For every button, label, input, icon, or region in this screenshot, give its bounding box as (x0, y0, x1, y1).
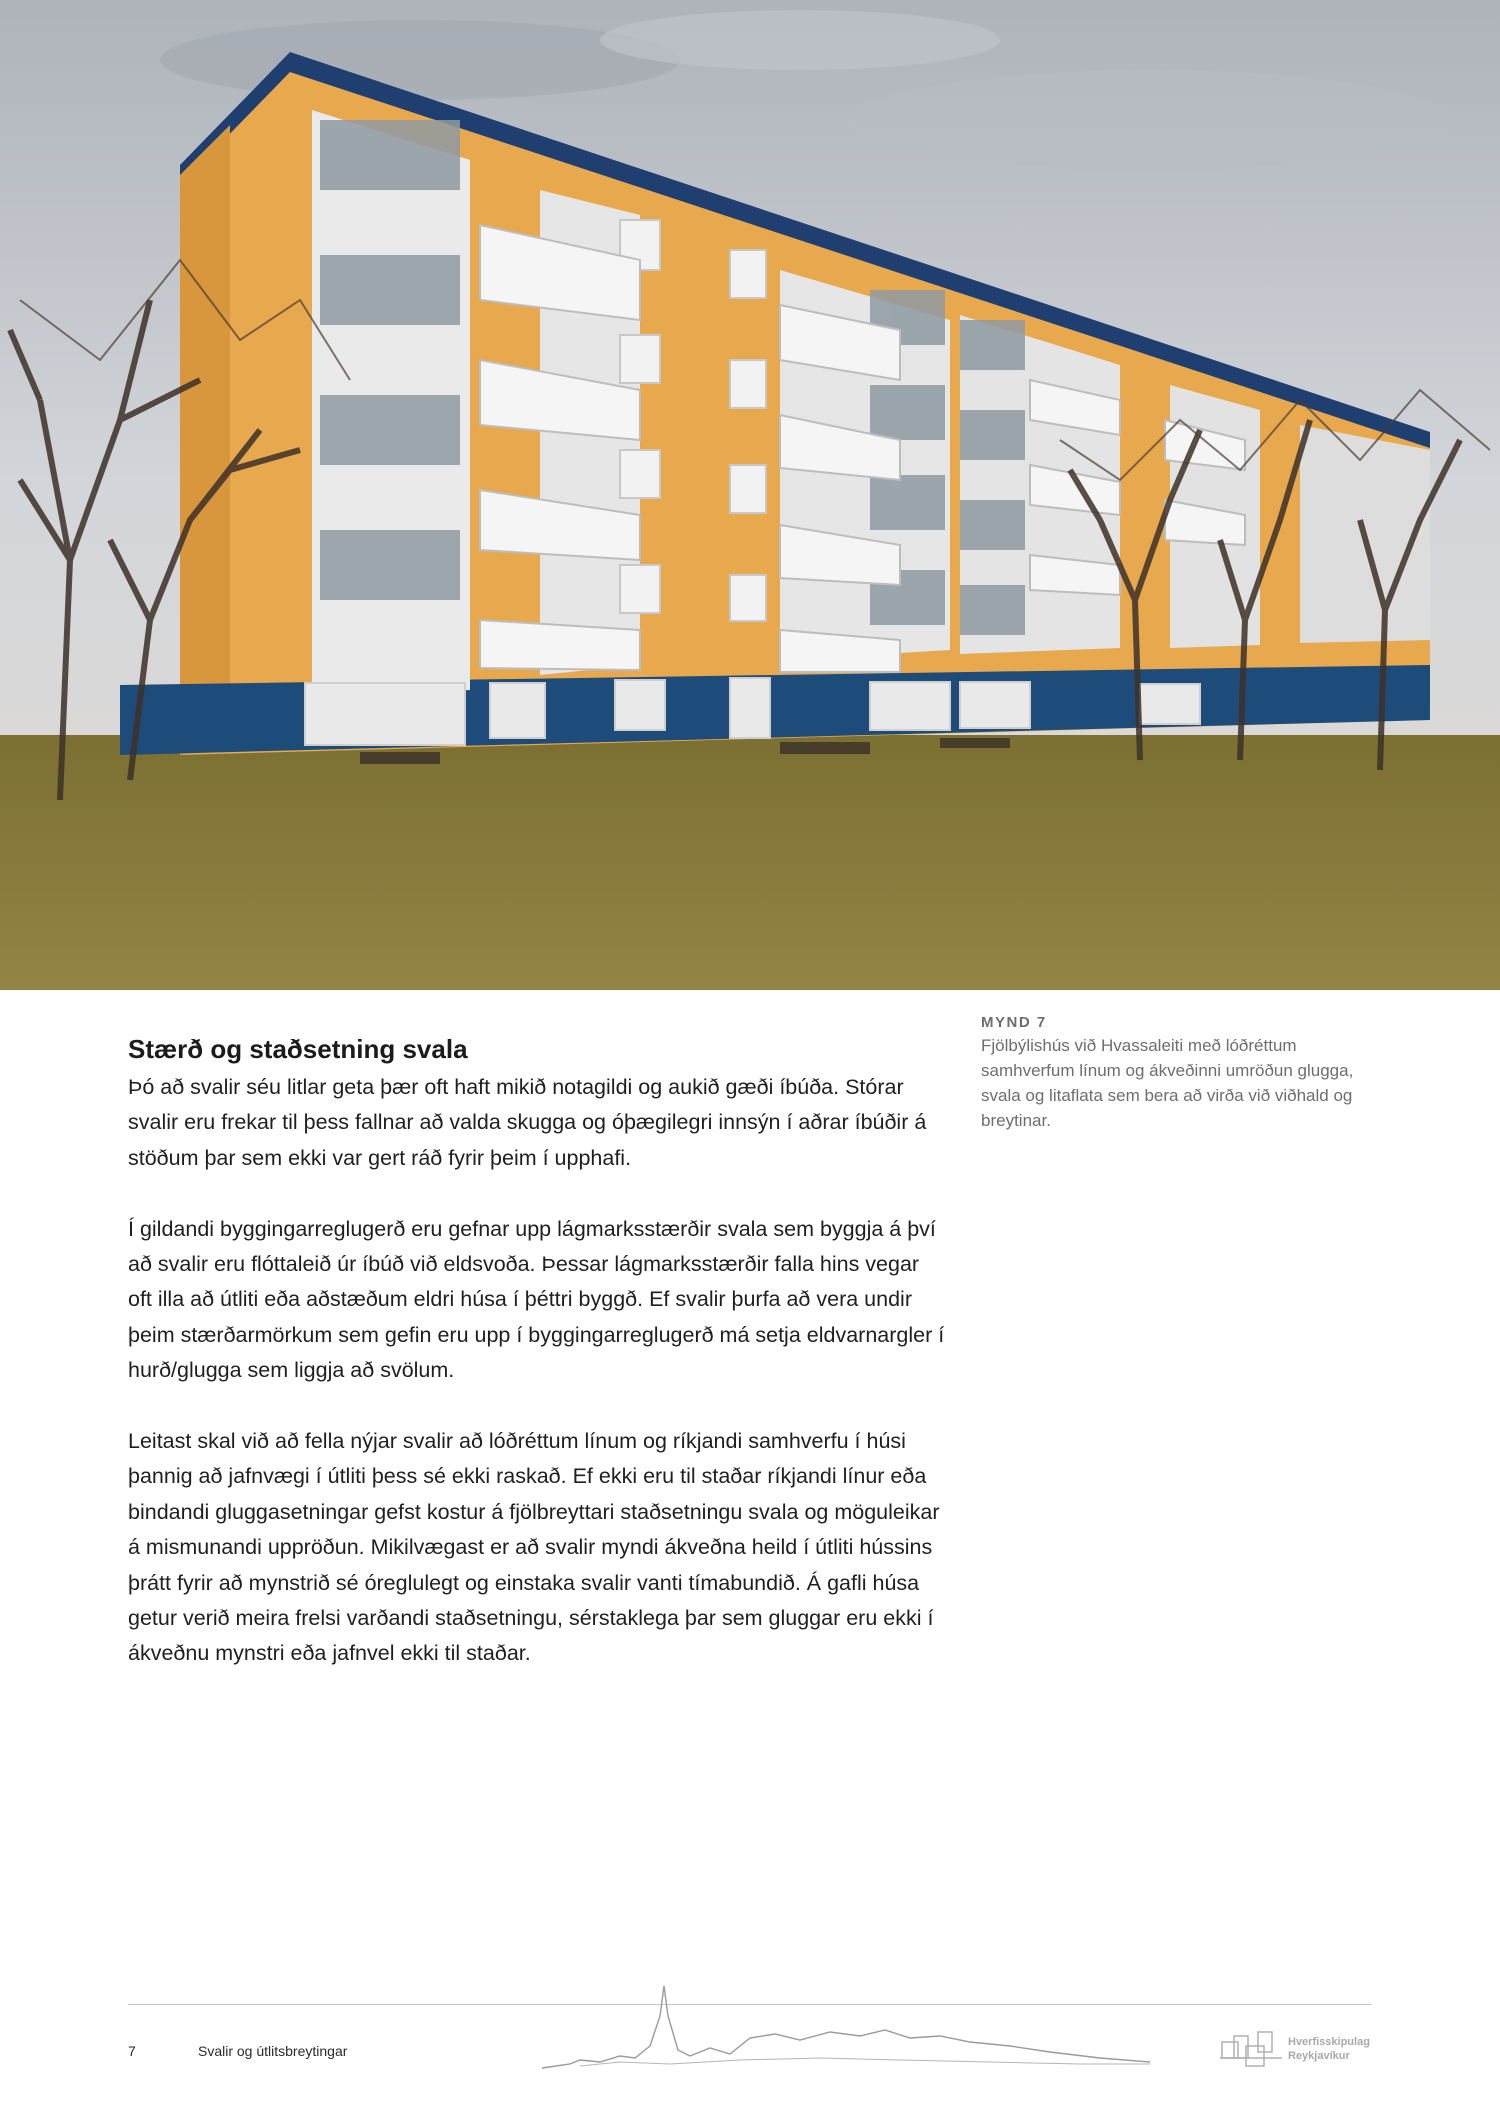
figure-caption (981, 1014, 1381, 1133)
building-photo (0, 0, 1500, 990)
logo-text-line1: Hverfisskipulag (1288, 2036, 1370, 2048)
paragraph-2: Í gildandi byggingarreglugerð eru gefnar upp lágmarksstærðir svala sem byggja á því að svalir eru flóttaleið úr íbúð við eldsvoða. Þessar lágmarksstærðir falla hins vegar oft illa að útliti eða aðstæðum eldri húsa í þéttri byggð. Ef svalir þurfa að vera undir þeim stærðarmörkum sem gefin eru upp í byggingarreglugerð má setja eldvarnargler í hurð/glugga sem liggja að svölum. (128, 1216, 945, 1383)
footer-title: Svalir og útlitsbreytingar (198, 2043, 348, 2059)
paragraph-1: Þó að svalir séu litlar geta þær oft haft mikið notagildi og aukið gæði íbúða. Stórar svalir eru frekar til þess fallnar að valda skugga og óþægilegri innsýn í aðrar íbúðir á stöðum þar sem ekki var gert ráð fyrir þeim í upphafi. (128, 1075, 927, 1170)
caption-text: Fjölbýlishús við Hvassaleiti með lóðréttum samhverfum línum og ákveðinni umröðun glugga, svala og litaflata sem bera að virða við viðhald og breytinar. (981, 1036, 1354, 1130)
section-heading: Stærð og staðsetning svala (128, 1034, 468, 1064)
page-number: 7 (128, 2043, 136, 2059)
hverfisskipulag-logo (1218, 2028, 1378, 2072)
body-text (128, 1070, 948, 1707)
logo-text-line2: Reykjavíkur (1288, 2050, 1350, 2062)
caption-label: MYND 7 (981, 1014, 1047, 1031)
logo-mark-icon (1218, 2028, 1284, 2072)
paragraph-3: Leitast skal við að fella nýjar svalir að lóðréttum línum og ríkjandi samhverfu í húsi þannig að jafnvægi í útliti þess sé ekki raskað. Ef ekki eru til staðar ríkjandi línur eða bindandi gluggasetningar gefst kostur á fjölbreyttari staðsetningu svala og möguleikar á mismunandi uppröðun. Mikilvægast er að svalir myndi ákveðna heild í útliti hússins þrátt fyrir að mynstrið sé óreglulegt og einstaka svalir vanti tímabundið. Á gafli húsa getur verið meira frelsi varðandi staðsetningu, sérstaklega þar sem gluggar eru ekki í ákveðnu mynstri eða jafnvel ekki til staðar. (128, 1429, 940, 1666)
city-skyline-icon (540, 1976, 1160, 2076)
